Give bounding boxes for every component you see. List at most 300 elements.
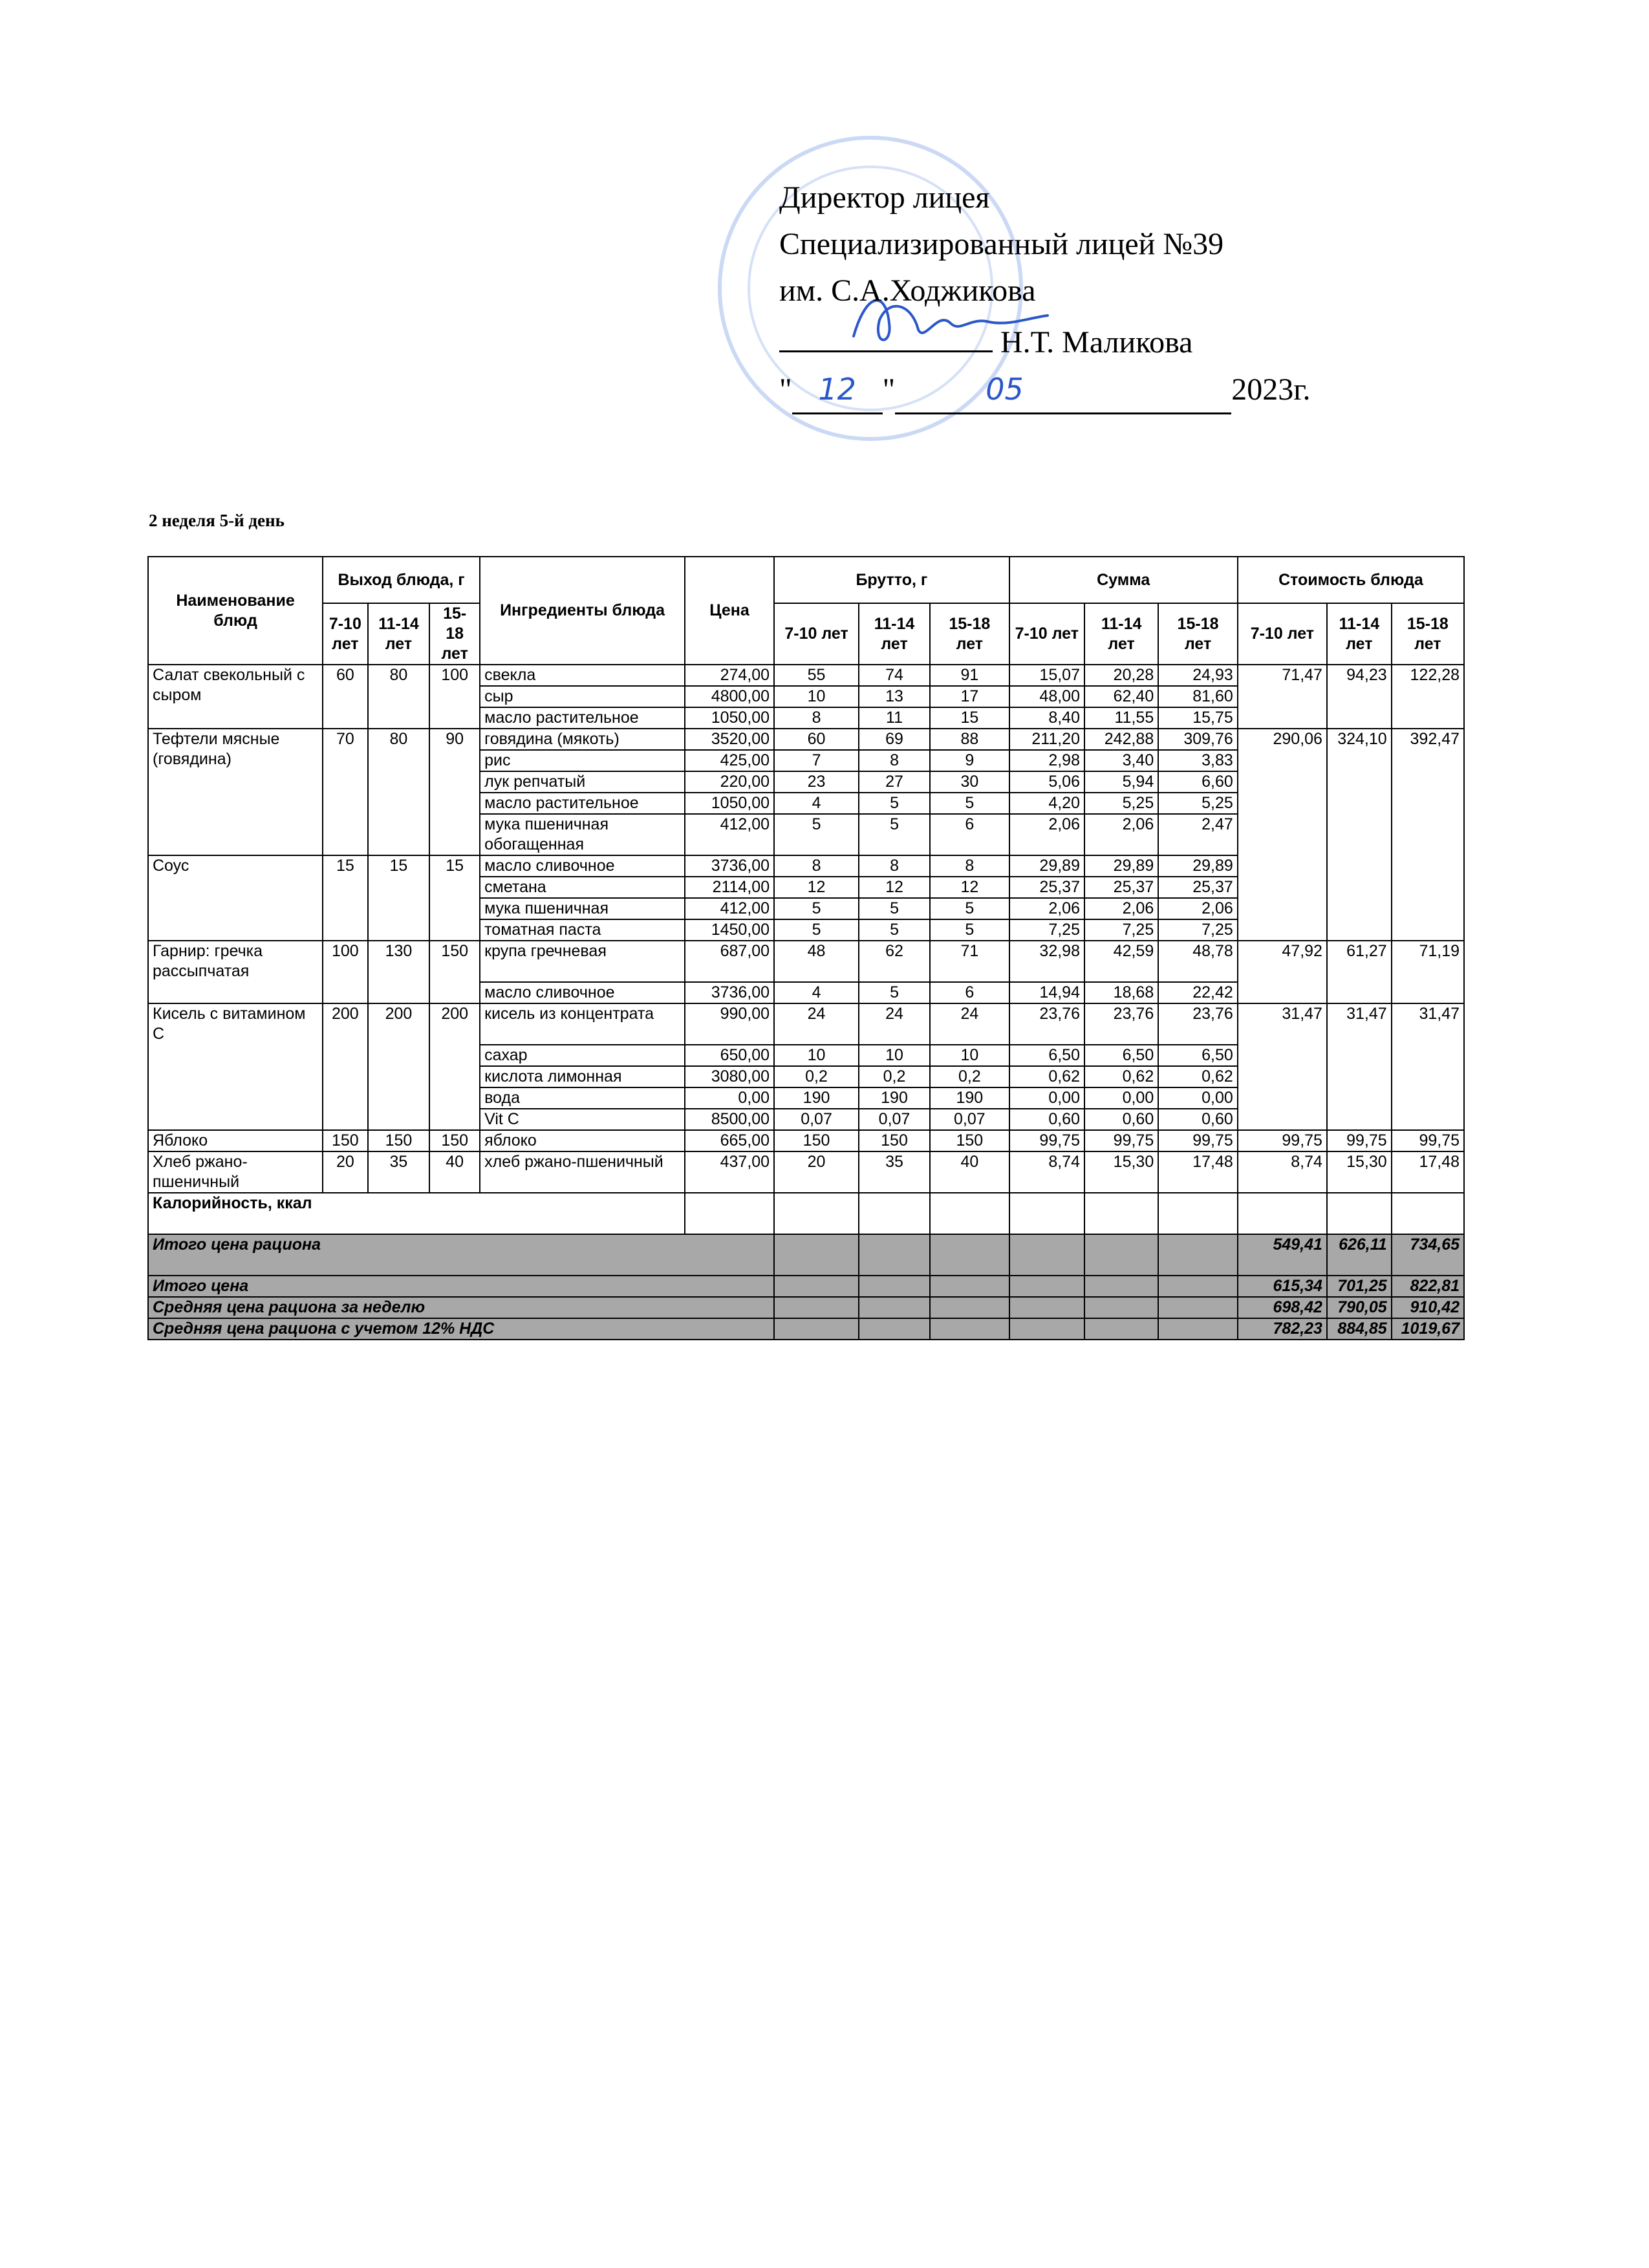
ingredient-sum: 42,59 [1084, 941, 1158, 982]
totals-empty-cell [859, 1276, 930, 1297]
totals-empty-cell [774, 1276, 859, 1297]
ingredient-sum: 0,60 [1158, 1109, 1238, 1130]
ingredient-gross: 23 [774, 771, 859, 793]
dish-yield: 15 [429, 855, 480, 941]
ingredient-sum: 20,28 [1084, 665, 1158, 686]
ingredient-price: 3520,00 [685, 729, 774, 750]
dish-cost: 71,47 [1238, 665, 1327, 729]
ingredient-gross: 8 [774, 707, 859, 729]
ingredient-name: масло растительное [480, 707, 685, 729]
ingredient-name: Vit C [480, 1109, 685, 1130]
ingredient-name: кислота лимонная [480, 1066, 685, 1087]
ingredient-row [148, 729, 1464, 750]
dish-cost: 15,30 [1327, 1151, 1392, 1193]
ingredient-gross: 190 [774, 1087, 859, 1109]
ingredient-gross: 150 [930, 1130, 1009, 1151]
totals-value: 790,05 [1327, 1297, 1392, 1318]
dish-cost: 47,92 [1238, 941, 1327, 1003]
ingredient-price: 0,00 [685, 1087, 774, 1109]
dish-yield: 150 [429, 941, 480, 1003]
totals-empty-cell [1084, 1297, 1158, 1318]
ingredient-gross: 24 [859, 1003, 930, 1045]
header-ingredients: Ингредиенты блюда [480, 557, 685, 665]
ingredient-sum: 11,55 [1084, 707, 1158, 729]
ingredient-gross: 10 [774, 686, 859, 707]
ingredient-gross: 5 [859, 793, 930, 814]
dish-yield: 100 [429, 665, 480, 729]
dish-yield: 20 [323, 1151, 368, 1193]
ingredient-gross: 5 [930, 919, 1009, 941]
ingredient-sum: 17,48 [1158, 1151, 1238, 1193]
dish-name: Соус [148, 855, 323, 941]
totals-value: 822,81 [1392, 1276, 1464, 1297]
ingredient-name: вода [480, 1087, 685, 1109]
ingredient-name: рис [480, 750, 685, 771]
ingredient-gross: 190 [930, 1087, 1009, 1109]
dish-yield: 70 [323, 729, 368, 855]
ingredient-sum: 2,06 [1084, 814, 1158, 855]
ingredient-price: 412,00 [685, 814, 774, 855]
dish-cost: 122,28 [1392, 665, 1464, 729]
header-price: Цена [685, 557, 774, 665]
ingredient-sum: 15,07 [1009, 665, 1084, 686]
calories-cell [1009, 1193, 1084, 1234]
header-row-1 [148, 557, 1464, 603]
dish-cost: 31,47 [1392, 1003, 1464, 1130]
dish-yield: 35 [368, 1151, 430, 1193]
header-age: 15-18 лет [429, 603, 480, 665]
totals-label: Итого цена рациона [148, 1234, 774, 1276]
ingredient-gross: 5 [859, 898, 930, 919]
totals-empty-cell [774, 1297, 859, 1318]
ingredient-sum: 29,89 [1009, 855, 1084, 877]
ingredient-gross: 10 [930, 1045, 1009, 1066]
ingredient-gross: 40 [930, 1151, 1009, 1193]
ingredient-name: масло сливочное [480, 982, 685, 1003]
ingredient-gross: 5 [774, 898, 859, 919]
ingredient-sum: 99,75 [1009, 1130, 1084, 1151]
dish-cost: 61,27 [1327, 941, 1392, 1003]
ingredient-sum: 81,60 [1158, 686, 1238, 707]
calories-cell [1327, 1193, 1392, 1234]
ingredient-sum: 99,75 [1084, 1130, 1158, 1151]
ingredient-row [148, 1130, 1464, 1151]
week-title: 2 неделя 5-й день [149, 511, 285, 530]
ingredient-sum: 7,25 [1009, 919, 1084, 941]
ingredient-gross: 12 [859, 877, 930, 898]
ingredient-sum: 0,62 [1009, 1066, 1084, 1087]
dish-yield: 150 [323, 1130, 368, 1151]
dish-cost: 324,10 [1327, 729, 1392, 941]
ingredient-gross: 190 [859, 1087, 930, 1109]
totals-empty-cell [930, 1318, 1009, 1340]
ingredient-sum: 15,75 [1158, 707, 1238, 729]
ingredient-sum: 0,00 [1009, 1087, 1084, 1109]
ingredient-price: 4800,00 [685, 686, 774, 707]
totals-empty-cell [1158, 1318, 1238, 1340]
ingredient-name: крупа гречневая [480, 941, 685, 982]
totals-label: Итого цена [148, 1276, 774, 1297]
totals-empty-cell [1084, 1234, 1158, 1276]
ingredient-sum: 3,40 [1084, 750, 1158, 771]
ingredient-sum: 5,94 [1084, 771, 1158, 793]
approval-org2: им. С.А.Ходжикова [779, 273, 1036, 308]
ingredient-gross: 71 [930, 941, 1009, 982]
approval-block [779, 175, 1387, 414]
ingredient-sum: 25,37 [1084, 877, 1158, 898]
ingredient-price: 990,00 [685, 1003, 774, 1045]
dish-cost: 99,75 [1327, 1130, 1392, 1151]
ingredient-sum: 8,74 [1009, 1151, 1084, 1193]
dish-yield: 130 [368, 941, 430, 1003]
header-age: 15-18 лет [1392, 603, 1464, 665]
totals-empty-cell [1158, 1234, 1238, 1276]
ingredient-name: томатная паста [480, 919, 685, 941]
ingredient-gross: 10 [774, 1045, 859, 1066]
dish-yield: 15 [368, 855, 430, 941]
ingredient-gross: 69 [859, 729, 930, 750]
dish-yield: 150 [368, 1130, 430, 1151]
totals-row [148, 1297, 1464, 1318]
ingredient-sum: 24,93 [1158, 665, 1238, 686]
ingredient-gross: 5 [774, 814, 859, 855]
header-age: 15-18 лет [930, 603, 1009, 665]
date-day: 12 [792, 366, 883, 414]
dish-cost: 71,19 [1392, 941, 1464, 1003]
header-sum: Сумма [1009, 557, 1238, 603]
ingredient-gross: 8 [930, 855, 1009, 877]
header-age: 11-14 лет [368, 603, 430, 665]
dish-name: Яблоко [148, 1130, 323, 1151]
totals-empty-cell [774, 1234, 859, 1276]
dish-yield: 40 [429, 1151, 480, 1193]
ingredient-row [148, 1003, 1464, 1045]
totals-value: 734,65 [1392, 1234, 1464, 1276]
ingredient-sum: 8,40 [1009, 707, 1084, 729]
ingredient-gross: 0,07 [859, 1109, 930, 1130]
ingredient-sum: 242,88 [1084, 729, 1158, 750]
totals-empty-cell [930, 1234, 1009, 1276]
ingredient-name: кисель из концентрата [480, 1003, 685, 1045]
totals-value: 884,85 [1327, 1318, 1392, 1340]
ingredient-price: 425,00 [685, 750, 774, 771]
calories-cell [774, 1193, 859, 1234]
calories-cell [1158, 1193, 1238, 1234]
totals-value: 615,34 [1238, 1276, 1327, 1297]
ingredient-sum: 6,50 [1084, 1045, 1158, 1066]
ingredient-sum: 2,06 [1084, 898, 1158, 919]
totals-empty-cell [859, 1234, 930, 1276]
dish-yield: 60 [323, 665, 368, 729]
ingredient-sum: 48,00 [1009, 686, 1084, 707]
dish-cost: 31,47 [1327, 1003, 1392, 1130]
header-gross: Брутто, г [774, 557, 1009, 603]
approval-title: Директор лицея [779, 180, 990, 215]
ingredient-sum: 29,89 [1084, 855, 1158, 877]
totals-value: 782,23 [1238, 1318, 1327, 1340]
ingredient-sum: 3,83 [1158, 750, 1238, 771]
ingredient-gross: 20 [774, 1151, 859, 1193]
ingredient-sum: 23,76 [1084, 1003, 1158, 1045]
ingredient-price: 3736,00 [685, 855, 774, 877]
header-age: 7-10 лет [1009, 603, 1084, 665]
dish-yield: 80 [368, 665, 430, 729]
ingredient-price: 437,00 [685, 1151, 774, 1193]
dish-name: Хлеб ржано-пшеничный [148, 1151, 323, 1193]
ingredient-row [148, 941, 1464, 982]
ingredient-gross: 12 [774, 877, 859, 898]
ingredient-sum: 29,89 [1158, 855, 1238, 877]
header-dish-name: Наименование блюд [148, 557, 323, 665]
totals-empty-cell [930, 1297, 1009, 1318]
ingredient-sum: 5,25 [1158, 793, 1238, 814]
ingredient-gross: 5 [774, 919, 859, 941]
header-age: 7-10 лет [774, 603, 859, 665]
totals-empty-cell [1158, 1297, 1238, 1318]
totals-value: 698,42 [1238, 1297, 1327, 1318]
ingredient-sum: 211,20 [1009, 729, 1084, 750]
calories-cell [685, 1193, 774, 1234]
ingredient-gross: 4 [774, 982, 859, 1003]
approval-signer-line [779, 314, 1387, 366]
totals-empty-cell [774, 1318, 859, 1340]
header-yield: Выход блюда, г [323, 557, 480, 603]
dish-name: Салат свекольный с сыром [148, 665, 323, 729]
ingredient-price: 1050,00 [685, 793, 774, 814]
ingredient-gross: 6 [930, 982, 1009, 1003]
dish-yield: 15 [323, 855, 368, 941]
header-age: 11-14 лет [1327, 603, 1392, 665]
ingredient-sum: 7,25 [1158, 919, 1238, 941]
ingredient-sum: 6,50 [1009, 1045, 1084, 1066]
dish-yield: 100 [323, 941, 368, 1003]
ingredient-name: масло сливочное [480, 855, 685, 877]
ingredient-name: сыр [480, 686, 685, 707]
ingredient-price: 1050,00 [685, 707, 774, 729]
dish-name: Тефтели мясные (говядина) [148, 729, 323, 855]
totals-value: 1019,67 [1392, 1318, 1464, 1340]
totals-empty-cell [1009, 1318, 1084, 1340]
dish-cost: 17,48 [1392, 1151, 1464, 1193]
dish-yield: 90 [429, 729, 480, 855]
totals-empty-cell [930, 1276, 1009, 1297]
ingredient-price: 2114,00 [685, 877, 774, 898]
ingredient-gross: 5 [930, 793, 1009, 814]
calories-cell [859, 1193, 930, 1234]
header-age: 11-14 лет [1084, 603, 1158, 665]
ingredient-price: 220,00 [685, 771, 774, 793]
approval-signer: Н.Т. Маликова [1000, 325, 1193, 359]
totals-row [148, 1234, 1464, 1276]
ingredient-gross: 6 [930, 814, 1009, 855]
totals-empty-cell [1009, 1234, 1084, 1276]
menu-table [147, 556, 1465, 1340]
ingredient-gross: 8 [774, 855, 859, 877]
ingredient-gross: 150 [774, 1130, 859, 1151]
header-cost: Стоимость блюда [1238, 557, 1464, 603]
ingredient-sum: 48,78 [1158, 941, 1238, 982]
ingredient-name: масло растительное [480, 793, 685, 814]
ingredient-gross: 35 [859, 1151, 930, 1193]
ingredient-gross: 8 [859, 855, 930, 877]
ingredient-gross: 55 [774, 665, 859, 686]
totals-empty-cell [859, 1297, 930, 1318]
ingredient-sum: 32,98 [1009, 941, 1084, 982]
ingredient-gross: 15 [930, 707, 1009, 729]
ingredient-gross: 24 [930, 1003, 1009, 1045]
calories-cell [1392, 1193, 1464, 1234]
totals-value: 549,41 [1238, 1234, 1327, 1276]
ingredient-gross: 150 [859, 1130, 930, 1151]
ingredient-sum: 22,42 [1158, 982, 1238, 1003]
ingredient-sum: 7,25 [1084, 919, 1158, 941]
ingredient-gross: 10 [859, 1045, 930, 1066]
ingredient-sum: 62,40 [1084, 686, 1158, 707]
header-row-2 [148, 603, 1464, 665]
ingredient-price: 3080,00 [685, 1066, 774, 1087]
ingredient-sum: 0,00 [1084, 1087, 1158, 1109]
ingredient-gross: 5 [859, 814, 930, 855]
ingredient-sum: 0,62 [1158, 1066, 1238, 1087]
ingredient-name: свекла [480, 665, 685, 686]
ingredient-gross: 0,2 [930, 1066, 1009, 1087]
dish-cost: 94,23 [1327, 665, 1392, 729]
ingredient-gross: 5 [859, 982, 930, 1003]
ingredient-sum: 5,25 [1084, 793, 1158, 814]
ingredient-gross: 0,07 [774, 1109, 859, 1130]
ingredient-gross: 60 [774, 729, 859, 750]
dish-yield: 150 [429, 1130, 480, 1151]
ingredient-name: говядина (мякоть) [480, 729, 685, 750]
totals-empty-cell [1084, 1318, 1158, 1340]
totals-label: Средняя цена рациона с учетом 12% НДС [148, 1318, 774, 1340]
totals-empty-cell [1158, 1276, 1238, 1297]
ingredient-gross: 88 [930, 729, 1009, 750]
ingredient-sum: 23,76 [1009, 1003, 1084, 1045]
ingredient-gross: 5 [859, 919, 930, 941]
ingredient-sum: 4,20 [1009, 793, 1084, 814]
totals-empty-cell [1009, 1297, 1084, 1318]
ingredient-name: лук репчатый [480, 771, 685, 793]
ingredient-gross: 74 [859, 665, 930, 686]
ingredient-gross: 13 [859, 686, 930, 707]
ingredient-gross: 48 [774, 941, 859, 982]
ingredient-price: 8500,00 [685, 1109, 774, 1130]
ingredient-gross: 8 [859, 750, 930, 771]
dish-name: Кисель с витамином С [148, 1003, 323, 1130]
approval-org: Специализированный лицей №39 [779, 227, 1224, 261]
calories-cell [1238, 1193, 1327, 1234]
dish-cost: 290,06 [1238, 729, 1327, 941]
signature-blank [779, 314, 993, 352]
ingredient-price: 650,00 [685, 1045, 774, 1066]
dish-name: Гарнир: гречка рассыпчатая [148, 941, 323, 1003]
calories-row [148, 1193, 1464, 1234]
ingredient-gross: 27 [859, 771, 930, 793]
totals-label: Средняя цена рациона за неделю [148, 1297, 774, 1318]
ingredient-sum: 99,75 [1158, 1130, 1238, 1151]
ingredient-price: 274,00 [685, 665, 774, 686]
ingredient-sum: 18,68 [1084, 982, 1158, 1003]
dish-cost: 392,47 [1392, 729, 1464, 941]
totals-empty-cell [1084, 1276, 1158, 1297]
ingredient-sum: 25,37 [1158, 877, 1238, 898]
calories-cell [930, 1193, 1009, 1234]
ingredient-sum: 23,76 [1158, 1003, 1238, 1045]
ingredient-sum: 5,06 [1009, 771, 1084, 793]
ingredient-sum: 6,50 [1158, 1045, 1238, 1066]
ingredient-price: 412,00 [685, 898, 774, 919]
dish-cost: 99,75 [1392, 1130, 1464, 1151]
ingredient-price: 665,00 [685, 1130, 774, 1151]
ingredient-gross: 17 [930, 686, 1009, 707]
date-year: 2023г. [1231, 372, 1311, 407]
dish-cost: 99,75 [1238, 1130, 1327, 1151]
ingredient-gross: 7 [774, 750, 859, 771]
ingredient-sum: 0,62 [1084, 1066, 1158, 1087]
ingredient-gross: 0,2 [859, 1066, 930, 1087]
ingredient-sum: 0,60 [1009, 1109, 1084, 1130]
dish-yield: 80 [368, 729, 430, 855]
ingredient-sum: 2,47 [1158, 814, 1238, 855]
ingredient-sum: 2,06 [1158, 898, 1238, 919]
ingredient-name: сахар [480, 1045, 685, 1066]
ingredient-price: 3736,00 [685, 982, 774, 1003]
ingredient-name: мука пшеничная обогащенная [480, 814, 685, 855]
ingredient-gross: 0,07 [930, 1109, 1009, 1130]
dish-yield: 200 [368, 1003, 430, 1130]
date-month: 05 [895, 366, 1231, 414]
ingredient-row [148, 665, 1464, 686]
menu-body [148, 665, 1464, 1340]
dish-yield: 200 [429, 1003, 480, 1130]
ingredient-price: 687,00 [685, 941, 774, 982]
ingredient-sum: 2,06 [1009, 898, 1084, 919]
ingredient-sum: 309,76 [1158, 729, 1238, 750]
ingredient-name: хлеб ржано-пшеничный [480, 1151, 685, 1193]
approval-date: " 12 " 05 2023г. [779, 366, 1387, 414]
header-age: 7-10 лет [323, 603, 368, 665]
ingredient-sum: 6,60 [1158, 771, 1238, 793]
dish-cost: 31,47 [1238, 1003, 1327, 1130]
ingredient-gross: 91 [930, 665, 1009, 686]
header-age: 11-14 лет [859, 603, 930, 665]
ingredient-gross: 5 [930, 898, 1009, 919]
totals-empty-cell [859, 1318, 930, 1340]
dish-yield: 200 [323, 1003, 368, 1130]
ingredient-sum: 14,94 [1009, 982, 1084, 1003]
calories-cell [1084, 1193, 1158, 1234]
ingredient-gross: 12 [930, 877, 1009, 898]
totals-value: 626,11 [1327, 1234, 1392, 1276]
ingredient-sum: 2,06 [1009, 814, 1084, 855]
ingredient-gross: 0,2 [774, 1066, 859, 1087]
totals-empty-cell [1009, 1276, 1084, 1297]
header-age: 15-18 лет [1158, 603, 1238, 665]
ingredient-gross: 9 [930, 750, 1009, 771]
ingredient-sum: 15,30 [1084, 1151, 1158, 1193]
ingredient-sum: 2,98 [1009, 750, 1084, 771]
ingredient-gross: 30 [930, 771, 1009, 793]
ingredient-price: 1450,00 [685, 919, 774, 941]
ingredient-name: сметана [480, 877, 685, 898]
ingredient-name: мука пшеничная [480, 898, 685, 919]
ingredient-name: яблоко [480, 1130, 685, 1151]
totals-value: 910,42 [1392, 1297, 1464, 1318]
ingredient-row [148, 1151, 1464, 1193]
ingredient-sum: 0,00 [1158, 1087, 1238, 1109]
ingredient-gross: 4 [774, 793, 859, 814]
